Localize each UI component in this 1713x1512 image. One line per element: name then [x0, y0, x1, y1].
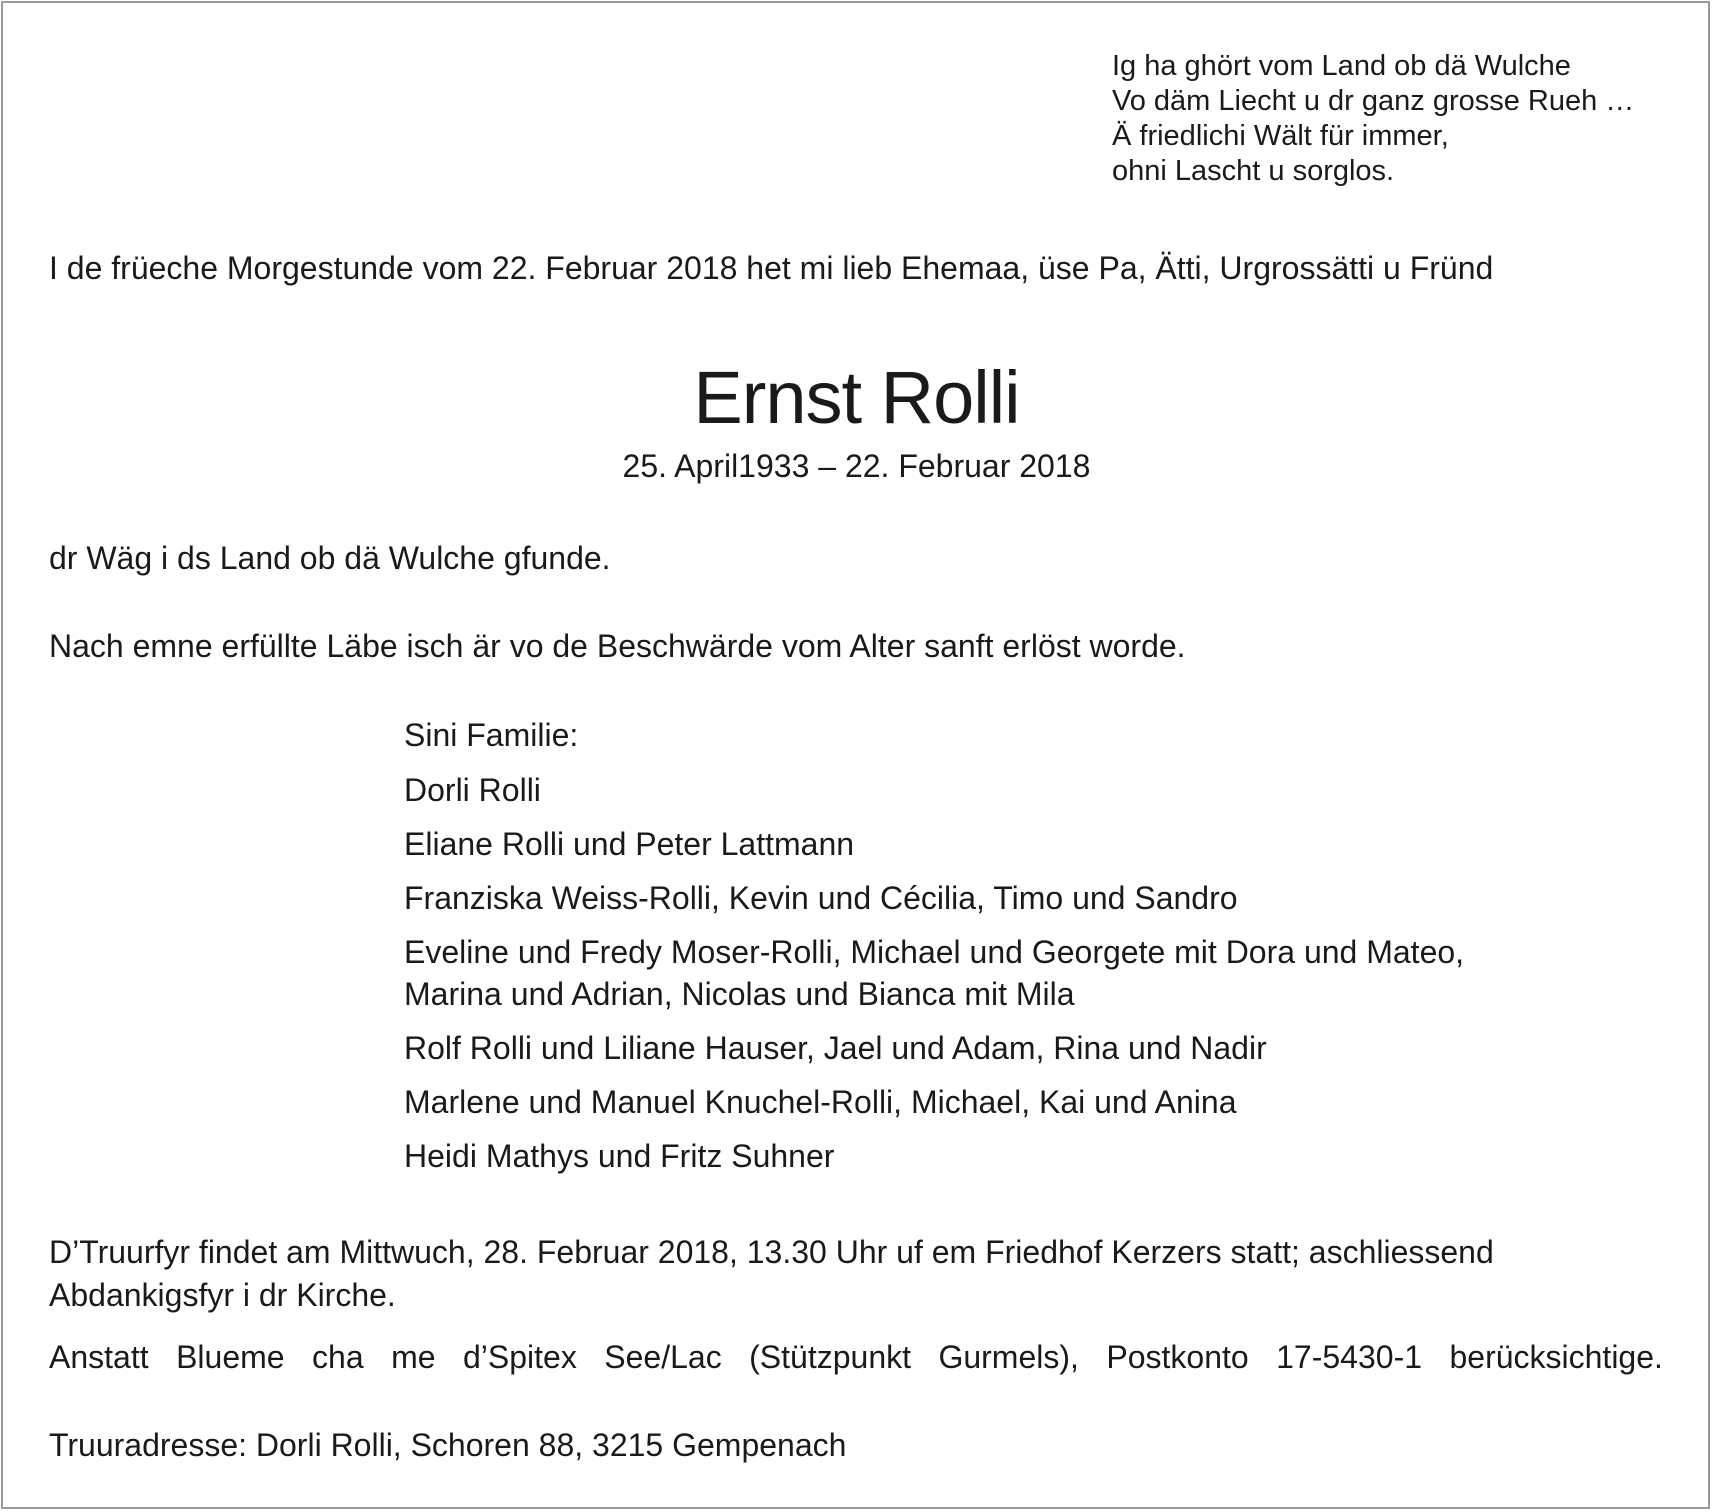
poem-line: Vo däm Liecht u dr ganz grosse Rueh … — [1112, 85, 1635, 117]
family-member-line: Marina und Adrian, Nicolas und Bianca mit Mila — [404, 976, 1075, 1012]
donation-word: Gurmels), — [938, 1339, 1079, 1375]
poem-line: Ä friedlichi Wält für immer, — [1112, 120, 1449, 152]
family-member-line: Franziska Weiss-Rolli, Kevin und Cécilia, Timo und Sandro — [404, 880, 1238, 916]
donation-word: d’Spitex — [462, 1339, 577, 1375]
family-member — [404, 877, 1464, 919]
funeral-info — [49, 1231, 1494, 1317]
donation-word: Anstatt — [49, 1339, 149, 1375]
donation-word: berücksichtige. — [1449, 1339, 1663, 1375]
donation-word: Blueme — [176, 1339, 285, 1375]
family-member-line: Dorli Rolli — [404, 772, 541, 808]
family-member — [404, 1135, 1464, 1177]
donation-note — [49, 1337, 1663, 1377]
family-member-line: Heidi Mathys und Fritz Suhner — [404, 1138, 835, 1174]
family-member-line: Eliane Rolli und Peter Lattmann — [404, 826, 855, 862]
family-list — [404, 715, 1464, 1189]
poem — [1112, 49, 1634, 189]
poem-line: Ig ha ghört vom Land ob dä Wulche — [1112, 50, 1571, 82]
funeral-line: Abdankigsfyr i dr Kirche. — [49, 1277, 396, 1313]
funeral-line: D’Truurfyr findet am Mittwuch, 28. Februar 2018, 13.30 Uhr uf em Friedhof Kerzers statt; aschliessend — [49, 1234, 1494, 1270]
donation-word: 17-5430-1 — [1276, 1339, 1423, 1375]
address-text: Truuradresse: Dorli Rolli, Schoren 88, 3215 Gempenach — [49, 1427, 847, 1463]
family-member — [404, 1081, 1464, 1123]
family-member-line: Rolf Rolli und Liliane Hauser, Jael und Adam, Rina und Nadir — [404, 1030, 1267, 1066]
donation-word: cha — [312, 1339, 364, 1375]
family-member — [404, 931, 1464, 1015]
life-note-text: Nach emne erfüllte Läbe isch är vo de Beschwärde vom Alter sanft erlöst worde. — [49, 628, 1186, 664]
intro-text: I de früeche Morgestunde vom 22. Februar 2018 het mi lieb Ehemaa, üse Pa, Ätti, Urgrossätti u Fründ — [49, 250, 1494, 286]
family-heading: Sini Familie: — [404, 717, 579, 753]
family-member — [404, 769, 1464, 811]
continuation-text: dr Wäg i ds Land ob dä Wulche gfunde. — [49, 540, 611, 576]
donation-word: me — [391, 1339, 436, 1375]
family-member-line: Eveline und Fredy Moser-Rolli, Michael und Georgete mit Dora und Mateo, — [404, 934, 1465, 970]
deceased-dates: 25. April1933 – 22. Februar 2018 — [622, 448, 1091, 484]
donation-word: See/Lac — [604, 1339, 722, 1375]
donation-word: Postkonto — [1106, 1339, 1249, 1375]
family-member-line: Marlene und Manuel Knuchel-Rolli, Michael, Kai und Anina — [404, 1084, 1237, 1120]
deceased-name: Ernst Rolli — [693, 356, 1020, 439]
family-member — [404, 823, 1464, 865]
family-member — [404, 1027, 1464, 1069]
poem-line: ohni Lascht u sorglos. — [1112, 155, 1395, 187]
donation-word: (Stützpunkt — [749, 1339, 911, 1375]
